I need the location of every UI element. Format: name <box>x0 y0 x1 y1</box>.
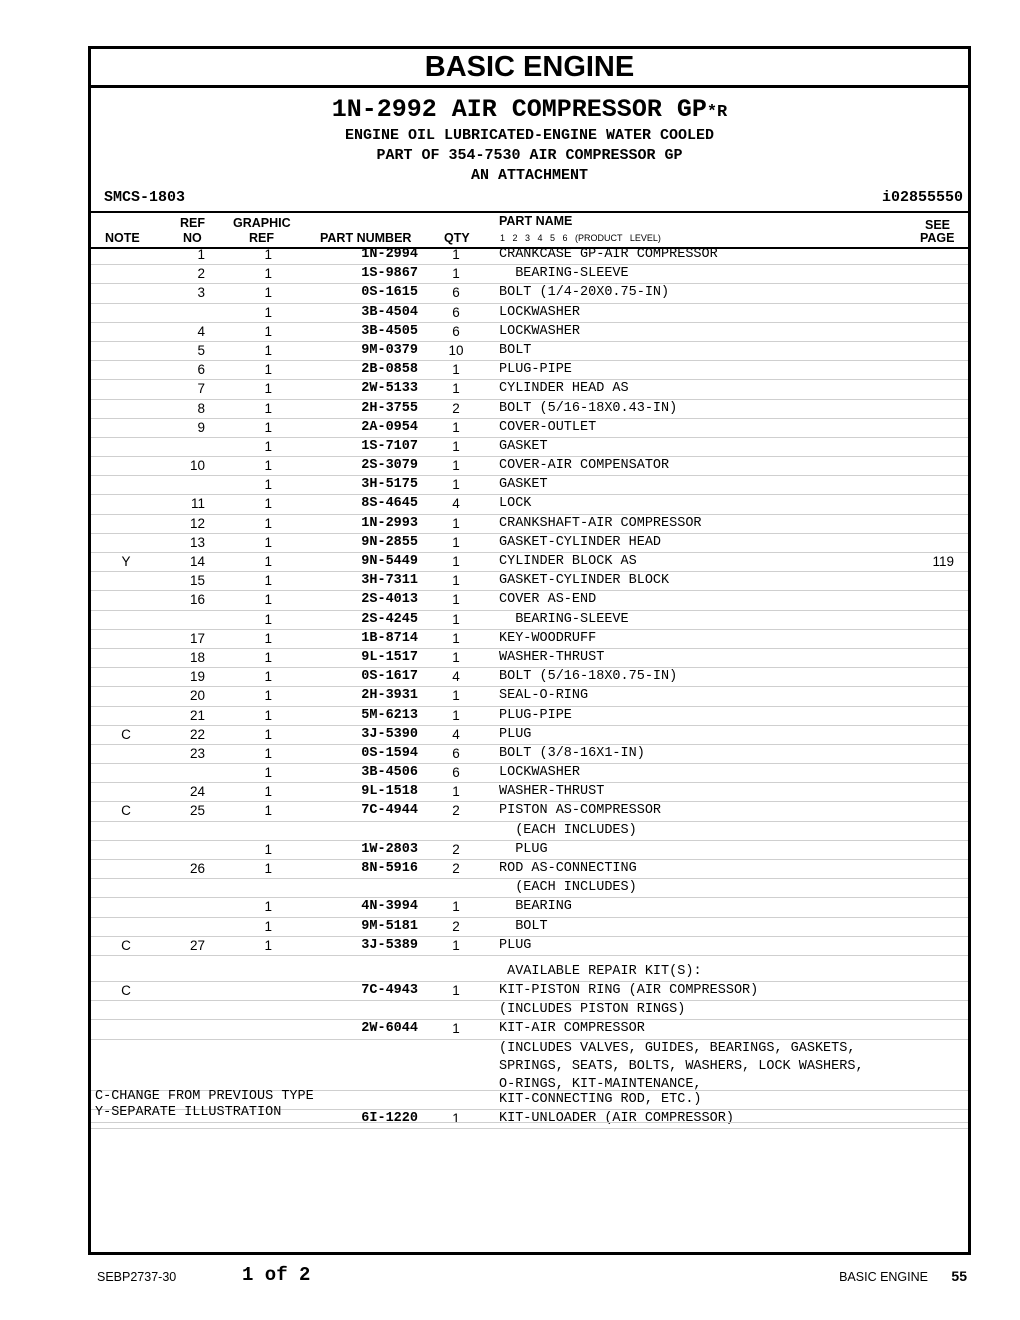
part-name-cell: PLUG <box>499 841 548 857</box>
qty-cell: 1 <box>452 630 460 646</box>
graphic-ref-cell: 1 <box>264 765 272 781</box>
part-name-cell: PLUG <box>499 937 532 953</box>
see-page-cell: 119 <box>932 554 954 569</box>
part-name-cell: BEARING-SLEEVE <box>499 611 629 627</box>
note-cell: Y <box>121 554 131 569</box>
table-row <box>91 937 968 956</box>
ref-no-cell: 19 <box>189 669 205 685</box>
part-number-cell: 2A-0954 <box>361 419 418 435</box>
table-row <box>91 668 968 687</box>
part-name-cell: (EACH INCLUDES) <box>499 822 637 838</box>
table-row <box>91 630 968 649</box>
graphic-ref-cell: 1 <box>264 861 272 876</box>
graphic-ref-cell: 1 <box>264 477 272 493</box>
qty-cell: 1 <box>452 438 460 454</box>
part-number-cell: 2W-6044 <box>361 1021 418 1037</box>
part-name-cell: (INCLUDES VALVES, GUIDES, BEARINGS, GASKETS, SPRINGS, SEATS, BOLTS, WASHERS, LOCK WASHERS, O-RINGS, KIT-MAINTENANCE, <box>499 1040 864 1092</box>
qty-cell: 1 <box>452 458 460 474</box>
part-number-cell: 1S-7107 <box>361 438 418 454</box>
graphic-ref-cell: 1 <box>264 342 272 358</box>
qty-cell: 6 <box>452 745 460 761</box>
table-row <box>91 687 968 706</box>
graphic-ref-cell: 1 <box>264 630 272 646</box>
qty-cell: 1 <box>452 899 460 915</box>
table-row <box>91 898 968 917</box>
graphic-ref-cell: 1 <box>264 458 272 474</box>
part-number-cell: 1B-8714 <box>361 630 418 646</box>
table-row <box>91 246 968 265</box>
part-name-cell: GASKET <box>499 438 548 454</box>
graphic-ref-cell: 1 <box>264 400 272 416</box>
part-name-cell: KIT-CONNECTING ROD, ETC.) <box>499 1091 702 1107</box>
qty-cell: 10 <box>448 342 464 358</box>
ref-no-cell: 26 <box>189 861 205 876</box>
ref-no-cell: 15 <box>189 573 205 589</box>
graphic-ref-cell: 1 <box>264 285 272 301</box>
table-row <box>91 611 968 630</box>
graphic-ref-cell: 1 <box>264 515 272 531</box>
qty-cell: 4 <box>452 726 460 742</box>
part-name-cell: KEY-WOODRUFF <box>499 630 597 646</box>
graphic-ref-cell: 1 <box>264 266 272 282</box>
part-number-cell: 1S-9867 <box>361 266 418 282</box>
part-number-cell: 9L-1518 <box>361 784 418 800</box>
table-row <box>91 802 968 821</box>
part-name-cell: KIT-AIR COMPRESSOR <box>499 1021 645 1037</box>
part-number-cell: 2S-4245 <box>361 611 418 627</box>
part-number-cell: 9N-5449 <box>361 554 418 569</box>
header-graphic-bottom: REF <box>249 231 274 245</box>
graphic-ref-cell: 1 <box>264 669 272 685</box>
ref-no-cell: 12 <box>189 515 205 531</box>
group-subtitle-1: ENGINE OIL LUBRICATED-ENGINE WATER COOLED <box>344 127 715 144</box>
header-see-bottom: PAGE <box>920 231 955 245</box>
qty-cell: 2 <box>452 918 460 934</box>
table-row <box>91 879 968 898</box>
part-name-cell: AVAILABLE REPAIR KIT(S): <box>499 963 702 979</box>
part-name-cell: KIT-PISTON RING (AIR COMPRESSOR) <box>499 982 759 998</box>
part-name-cell: CYLINDER BLOCK AS <box>499 554 637 569</box>
qty-cell: 1 <box>452 554 460 569</box>
qty-cell: 1 <box>452 534 460 550</box>
graphic-ref-cell: 1 <box>264 841 272 857</box>
qty-cell: 6 <box>452 304 460 320</box>
graphic-ref-cell: 1 <box>264 918 272 934</box>
ref-no-cell: 11 <box>190 496 205 512</box>
part-number-cell: 2H-3931 <box>361 688 418 704</box>
part-number-cell: 7C-4943 <box>361 982 418 998</box>
graphic-ref-cell: 1 <box>264 707 272 723</box>
table-row <box>91 982 968 1001</box>
graphic-ref-cell: 1 <box>264 419 272 435</box>
part-number-cell: 7C-4944 <box>361 803 418 819</box>
part-number-cell: 8N-5916 <box>361 861 418 876</box>
part-number-cell: 3B-4505 <box>361 323 418 339</box>
table-row <box>91 323 968 342</box>
graphic-ref-cell: 1 <box>264 726 272 742</box>
ref-no-cell: 23 <box>189 745 205 761</box>
graphic-ref-cell: 1 <box>264 304 272 320</box>
table-row <box>91 534 968 553</box>
table-row <box>91 822 968 841</box>
part-number-cell: 9L-1517 <box>361 649 418 665</box>
ref-no-cell: 2 <box>197 266 205 282</box>
ref-no-cell: 1 <box>197 247 205 262</box>
table-row <box>91 841 968 860</box>
table-row <box>91 1040 968 1091</box>
footer-page-number: 55 <box>951 1268 967 1284</box>
part-number-cell: 3J-5389 <box>361 937 418 953</box>
graphic-ref-cell: 1 <box>264 554 272 569</box>
graphic-ref-cell: 1 <box>264 247 272 262</box>
header-ref-top: REF <box>180 216 205 230</box>
table-row <box>91 707 968 726</box>
part-number-cell: 0S-1617 <box>361 669 418 685</box>
table-row <box>91 361 968 380</box>
table-row <box>91 783 968 802</box>
qty-cell: 6 <box>452 765 460 781</box>
footer-page-of: 1 of 2 <box>242 1264 311 1286</box>
table-row <box>91 265 968 284</box>
part-name-cell: BOLT <box>499 918 548 934</box>
part-name-cell: LOCKWASHER <box>499 323 581 339</box>
table-row <box>91 591 968 610</box>
qty-cell: 1 <box>452 266 460 282</box>
part-name-cell: (EACH INCLUDES) <box>499 880 637 896</box>
qty-cell: 1 <box>452 247 460 262</box>
ref-no-cell: 14 <box>189 554 205 569</box>
qty-cell: 2 <box>452 861 460 876</box>
part-number-cell: 9N-2855 <box>361 534 418 550</box>
part-number-cell: 5M-6213 <box>361 707 418 723</box>
graphic-ref-cell: 1 <box>264 745 272 761</box>
table-row <box>91 380 968 399</box>
header-product-level: 1 2 3 4 5 6 (PRODUCT LEVEL) <box>500 233 661 243</box>
part-name-cell: PISTON AS-COMPRESSOR <box>499 803 662 819</box>
graphic-ref-cell: 1 <box>264 803 272 819</box>
part-name-cell: GASKET-CYLINDER HEAD <box>499 534 662 550</box>
qty-cell: 1 <box>452 784 460 800</box>
ref-no-cell: 9 <box>197 419 205 435</box>
part-name-cell: WASHER-THRUST <box>499 649 605 665</box>
part-name-cell: CYLINDER HEAD AS <box>499 381 629 397</box>
table-row <box>91 726 968 745</box>
ref-no-cell: 16 <box>189 592 205 608</box>
qty-cell: 1 <box>452 937 460 953</box>
qty-cell: 1 <box>452 362 460 378</box>
qty-cell: 2 <box>452 841 460 857</box>
ref-no-cell: 20 <box>189 688 205 704</box>
graphic-ref-cell: 1 <box>264 573 272 589</box>
part-number-cell: 2S-3079 <box>361 458 418 474</box>
part-name-cell: BEARING-SLEEVE <box>499 266 629 282</box>
ref-no-cell: 13 <box>189 534 205 550</box>
part-number-cell: 1N-2993 <box>361 515 418 531</box>
section-title: BASIC ENGINE <box>91 49 968 88</box>
graphic-ref-cell: 1 <box>264 381 272 397</box>
note-cell: C <box>121 982 131 998</box>
header-part-number: PART NUMBER <box>320 231 412 245</box>
table-row <box>91 649 968 668</box>
qty-cell: 1 <box>452 592 460 608</box>
table-row <box>91 304 968 323</box>
header-note: NOTE <box>105 231 140 245</box>
qty-cell: 1 <box>452 477 460 493</box>
qty-cell: 1 <box>452 649 460 665</box>
header-graphic-top: GRAPHIC <box>233 216 291 230</box>
ref-no-cell: 8 <box>197 400 205 416</box>
ref-no-cell: 21 <box>189 707 205 723</box>
note-cell: C <box>121 726 131 742</box>
ref-no-cell: 3 <box>197 285 205 301</box>
parts-table-body <box>91 246 968 1129</box>
part-name-cell: BOLT <box>499 342 532 358</box>
qty-cell: 1 <box>452 1021 460 1037</box>
part-name-cell: WASHER-THRUST <box>499 784 605 800</box>
footer-section: BASIC ENGINE <box>839 1270 928 1284</box>
table-row <box>91 918 968 937</box>
part-number-cell: 2H-3755 <box>361 400 418 416</box>
table-row <box>91 438 968 457</box>
graphic-ref-cell: 1 <box>264 899 272 915</box>
table-row <box>91 515 968 534</box>
part-name-cell: GASKET <box>499 477 548 493</box>
qty-cell: 1 <box>452 688 460 704</box>
graphic-ref-cell: 1 <box>264 362 272 378</box>
ref-no-cell: 17 <box>189 630 205 646</box>
page-footer <box>0 1262 1020 1286</box>
qty-cell: 1 <box>452 419 460 435</box>
table-row <box>91 419 968 438</box>
qty-cell: 1 <box>452 515 460 531</box>
part-name-cell: KIT-UNLOADER (AIR COMPRESSOR) <box>499 1110 734 1126</box>
footer-doc-number: SEBP2737-30 <box>97 1270 177 1284</box>
part-number-cell: 3H-5175 <box>361 477 418 493</box>
graphic-ref-cell: 1 <box>264 534 272 550</box>
table-row <box>91 764 968 783</box>
part-number-cell: 2B-0858 <box>361 362 418 378</box>
ref-no-cell: 10 <box>189 458 205 474</box>
part-name-cell: SEAL-O-RING <box>499 688 589 704</box>
qty-cell: 1 <box>452 381 460 397</box>
part-number-cell: 4N-3994 <box>361 899 418 915</box>
ref-no-cell: 18 <box>189 649 205 665</box>
part-number-cell: 3B-4506 <box>361 765 418 781</box>
qty-cell: 4 <box>452 669 460 685</box>
part-name-cell: BOLT (5/16-18X0.75-IN) <box>499 669 678 685</box>
header-part-name: PART NAME <box>499 214 573 228</box>
ref-no-cell: 27 <box>189 937 205 953</box>
qty-cell: 1 <box>452 707 460 723</box>
graphic-ref-cell: 1 <box>264 438 272 454</box>
qty-cell: 6 <box>452 285 460 301</box>
id-row <box>91 189 968 209</box>
qty-cell: 1 <box>452 573 460 589</box>
part-name-cell: COVER-AIR COMPENSATOR <box>499 458 670 474</box>
smcs-code: SMCS-1803 <box>104 189 186 206</box>
table-row <box>91 745 968 764</box>
part-number-cell: 2W-5133 <box>361 381 418 397</box>
group-subtitle-3: AN ATTACHMENT <box>470 167 589 184</box>
ref-no-cell: 22 <box>189 726 205 742</box>
group-subtitle-2: PART OF 354-7530 AIR COMPRESSOR GP <box>376 147 683 164</box>
table-row <box>91 956 968 982</box>
table-row <box>91 1020 968 1039</box>
table-row <box>91 400 968 419</box>
group-title-suffix: *R <box>706 103 728 122</box>
part-name-cell: BEARING <box>499 899 572 915</box>
part-name-cell: CRANKSHAFT-AIR COMPRESSOR <box>499 515 702 531</box>
graphic-ref-cell: 1 <box>264 937 272 953</box>
part-number-cell: 1N-2994 <box>361 247 418 262</box>
part-name-cell: LOCKWASHER <box>499 304 581 320</box>
table-row <box>91 1001 968 1020</box>
part-name-cell: CRANKCASE GP-AIR COMPRESSOR <box>499 247 718 262</box>
graphic-ref-cell: 1 <box>264 323 272 339</box>
table-row <box>91 572 968 591</box>
header-see-top: SEE <box>925 218 951 232</box>
table-row <box>91 495 968 514</box>
ref-no-cell: 24 <box>189 784 205 800</box>
graphic-ref-cell: 1 <box>264 649 272 665</box>
qty-cell: 6 <box>452 323 460 339</box>
part-name-cell: COVER-OUTLET <box>499 419 597 435</box>
part-number-cell: 9M-5181 <box>361 918 418 934</box>
table-row <box>91 553 968 572</box>
part-number-cell: 6I-1220 <box>361 1110 418 1126</box>
ref-no-cell: 25 <box>189 803 205 819</box>
qty-cell: 4 <box>452 496 460 512</box>
part-number-cell: 0S-1615 <box>361 285 418 301</box>
ref-no-cell: 7 <box>197 381 205 397</box>
ref-no-cell: 5 <box>197 342 205 358</box>
table-row <box>91 457 968 476</box>
part-number-cell: 3J-5390 <box>361 726 418 742</box>
illustration-id: i02855550 <box>881 189 963 206</box>
part-name-cell: BOLT (3/8-16X1-IN) <box>499 745 645 761</box>
part-name-cell: (INCLUDES PISTON RINGS) <box>499 1002 686 1018</box>
qty-cell: 2 <box>452 803 460 819</box>
part-number-cell: 9M-0379 <box>361 342 418 358</box>
graphic-ref-cell: 1 <box>264 688 272 704</box>
ref-no-cell: 6 <box>197 362 205 378</box>
graphic-ref-cell: 1 <box>264 592 272 608</box>
part-name-cell: ROD AS-CONNECTING <box>499 861 637 876</box>
group-part-title: 1N-2992 AIR COMPRESSOR GP <box>331 95 707 124</box>
group-title <box>91 97 968 126</box>
part-name-cell: BOLT (1/4-20X0.75-IN) <box>499 285 670 301</box>
table-row <box>91 860 968 879</box>
notes-divider <box>91 1122 968 1123</box>
table-header <box>91 211 968 249</box>
group-header <box>91 97 968 186</box>
table-row <box>91 284 968 303</box>
page-frame <box>88 46 971 1255</box>
part-name-cell: PLUG <box>499 726 532 742</box>
part-name-cell: PLUG-PIPE <box>499 362 572 378</box>
ref-no-cell: 4 <box>197 323 205 339</box>
note-cell: C <box>121 937 131 953</box>
graphic-ref-cell: 1 <box>264 496 272 512</box>
part-name-cell: GASKET-CYLINDER BLOCK <box>499 573 670 589</box>
part-name-cell: LOCKWASHER <box>499 765 581 781</box>
part-number-cell: 2S-4013 <box>361 592 418 608</box>
table-row <box>91 342 968 361</box>
qty-cell: 1 <box>452 982 460 998</box>
header-qty: QTY <box>444 231 470 245</box>
part-number-cell: 0S-1594 <box>361 745 418 761</box>
part-number-cell: 8S-4645 <box>361 496 418 512</box>
part-number-cell: 3H-7311 <box>361 573 418 589</box>
qty-cell: 2 <box>452 400 460 416</box>
part-name-cell: BOLT (5/16-18X0.43-IN) <box>499 400 678 416</box>
part-name-cell: COVER AS-END <box>499 592 597 608</box>
note-cell: C <box>121 803 131 819</box>
part-number-cell: 3B-4504 <box>361 304 418 320</box>
table-row <box>91 476 968 495</box>
part-number-cell: 1W-2803 <box>361 841 418 857</box>
graphic-ref-cell: 1 <box>264 784 272 800</box>
part-name-cell: PLUG-PIPE <box>499 707 572 723</box>
qty-cell: 1 <box>452 1110 460 1126</box>
part-name-cell: LOCK <box>499 496 532 512</box>
qty-cell: 1 <box>452 611 460 627</box>
header-ref-bottom: NO <box>183 231 202 245</box>
graphic-ref-cell: 1 <box>264 611 272 627</box>
notes-legend: C-CHANGE FROM PREVIOUS TYPE Y-SEPARATE ILLUSTRATION <box>95 1089 314 1120</box>
